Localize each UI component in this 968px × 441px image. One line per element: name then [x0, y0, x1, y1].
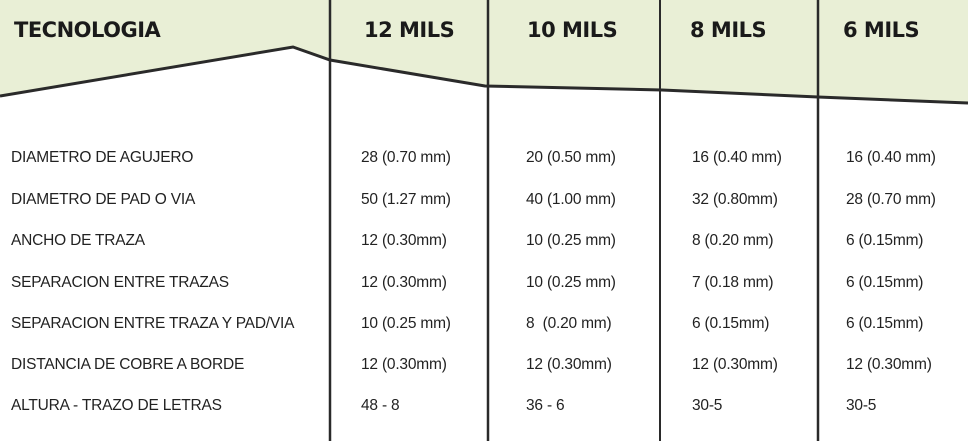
cell-value: 12 (0.30mm) — [846, 356, 932, 373]
cell-value: 50 (1.27 mm) — [361, 191, 451, 208]
cell-value: 8 (0.20 mm) — [692, 232, 774, 249]
row-label-separacion-trazas: SEPARACION ENTRE TRAZAS — [11, 274, 229, 291]
cell-value: 12 (0.30mm) — [361, 356, 447, 373]
cell-value: 16 (0.40 mm) — [846, 149, 936, 166]
cell-value: 10 (0.25 mm) — [526, 232, 616, 249]
column-header-6-mils: 6 MILS — [843, 18, 920, 42]
column-header-10-mils: 10 MILS — [527, 18, 618, 42]
cell-value: 48 - 8 — [361, 397, 400, 414]
cell-value: 6 (0.15mm) — [846, 315, 924, 332]
cell-value: 6 (0.15mm) — [692, 315, 770, 332]
cell-value: 12 (0.30mm) — [526, 356, 612, 373]
column-header-12-mils: 12 MILS — [364, 18, 455, 42]
cell-value: 36 - 6 — [526, 397, 565, 414]
technology-header: TECNOLOGIA — [14, 18, 161, 42]
cell-value: 32 (0.80mm) — [692, 191, 778, 208]
cell-value: 28 (0.70 mm) — [361, 149, 451, 166]
cell-value: 12 (0.30mm) — [361, 274, 447, 291]
cell-value: 30-5 — [846, 397, 877, 414]
cell-value: 30-5 — [692, 397, 723, 414]
cell-value: 7 (0.18 mm) — [692, 274, 774, 291]
cell-value: 6 (0.15mm) — [846, 274, 924, 291]
row-label-distancia-cobre-borde: DISTANCIA DE COBRE A BORDE — [11, 356, 245, 373]
row-label-altura-trazo-letras: ALTURA - TRAZO DE LETRAS — [11, 397, 222, 414]
cell-value: 8 (0.20 mm) — [526, 315, 612, 332]
cell-value: 40 (1.00 mm) — [526, 191, 616, 208]
row-label-diametro-pad-via: DIAMETRO DE PAD O VIA — [11, 191, 196, 208]
cell-value: 16 (0.40 mm) — [692, 149, 782, 166]
cell-value: 6 (0.15mm) — [846, 232, 924, 249]
cell-value: 12 (0.30mm) — [692, 356, 778, 373]
cell-value: 28 (0.70 mm) — [846, 191, 936, 208]
row-label-separacion-traza-pad-via: SEPARACION ENTRE TRAZA Y PAD/VIA — [11, 315, 295, 332]
column-header-8-mils: 8 MILS — [690, 18, 767, 42]
cell-value: 10 (0.25 mm) — [361, 315, 451, 332]
row-label-ancho-traza: ANCHO DE TRAZA — [11, 232, 145, 249]
cell-value: 12 (0.30mm) — [361, 232, 447, 249]
row-label-diametro-agujero: DIAMETRO DE AGUJERO — [11, 149, 194, 166]
cell-value: 10 (0.25 mm) — [526, 274, 616, 291]
cell-value: 20 (0.50 mm) — [526, 149, 616, 166]
